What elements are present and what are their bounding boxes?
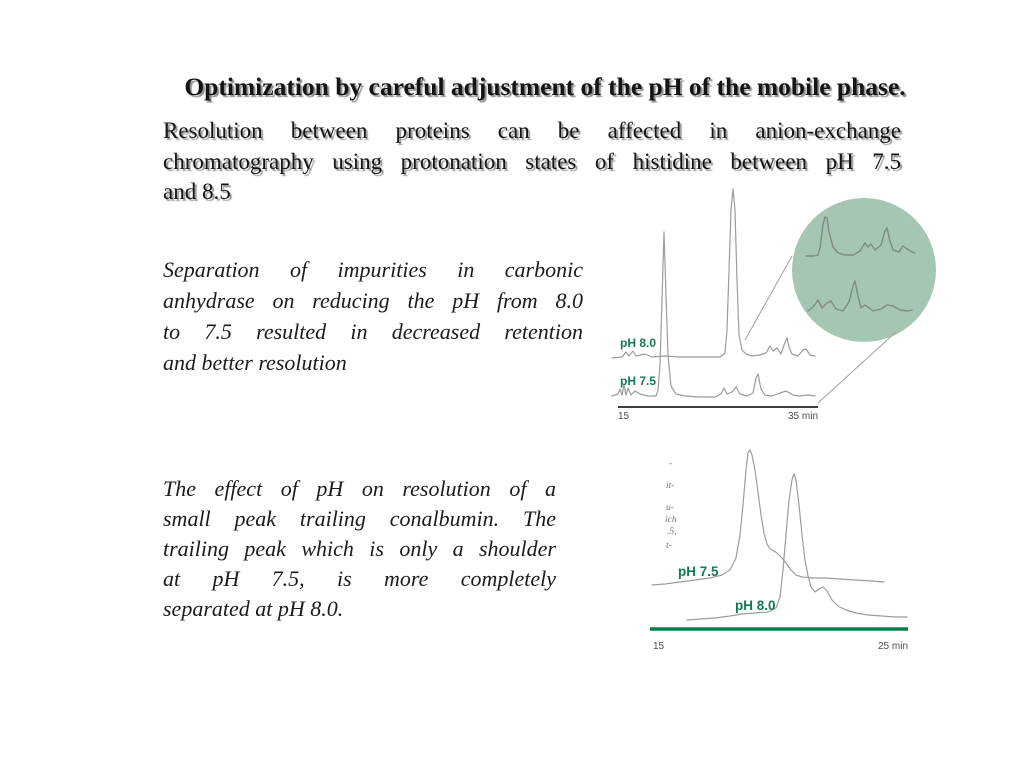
tick-25-min: 25 min: [877, 641, 908, 652]
fragment-3: u-: [666, 503, 674, 513]
tick-35-min: 35 min: [787, 411, 818, 422]
text-line: trailing peak which is only a shoulder: [163, 536, 556, 561]
text-line: anhydrase on reducing the pH from 8.0: [163, 288, 583, 313]
text-line: Resolution between proteins can be affected in anion-exchange: [163, 118, 901, 143]
magnifier-circle: [792, 198, 936, 342]
text-line: and better resolution: [163, 350, 347, 375]
caption-conalbumin: [163, 474, 556, 624]
caption-carbonic-anhydrase: [163, 254, 583, 378]
top-chromatogram-svg: [607, 183, 952, 428]
fragment-2: it-: [666, 481, 675, 491]
text-line: at pH 7.5, is more completely: [163, 566, 556, 591]
text-line: and 8.5: [163, 179, 231, 204]
trace-ph-8-0: [612, 189, 815, 358]
fragment-6: t-: [666, 541, 672, 551]
trace-ph-7-5: [612, 232, 815, 397]
leader-line-lower: [818, 332, 896, 403]
figure-bottom-chromatogram: [645, 430, 930, 655]
bottom-chromatogram-svg: [645, 430, 930, 655]
trace-ph-8-0: [687, 474, 907, 620]
text-line: to 7.5 resulted in decreased retention: [163, 319, 583, 344]
leader-line-upper: [745, 256, 792, 340]
figure-top-chromatogram: [607, 183, 952, 428]
tick-15: 15: [653, 641, 665, 652]
fragment-4: ich: [665, 515, 677, 525]
label-ph-7-5: pH 7.5: [620, 374, 657, 388]
label-ph-8-0: pH 8.0: [620, 336, 657, 350]
text-line: The effect of pH on resolution of a: [163, 476, 556, 501]
fragment-1: -: [669, 459, 673, 469]
text-line: Separation of impurities in carbonic: [163, 257, 583, 282]
text-line: separated at pH 8.0.: [163, 596, 344, 621]
fragment-5: .5,: [667, 527, 677, 537]
text-line: chromatography using protonation states of histidine between pH 7.5: [163, 148, 901, 174]
text-line: small peak trailing conalbumin. The: [163, 506, 556, 531]
tick-15: 15: [618, 411, 630, 422]
label-ph-7-5: pH 7.5: [678, 564, 719, 579]
label-ph-8-0: pH 8.0: [735, 598, 776, 613]
slide-title: Optimization by careful adjustment of the pH of the mobile phase.: [184, 72, 906, 101]
